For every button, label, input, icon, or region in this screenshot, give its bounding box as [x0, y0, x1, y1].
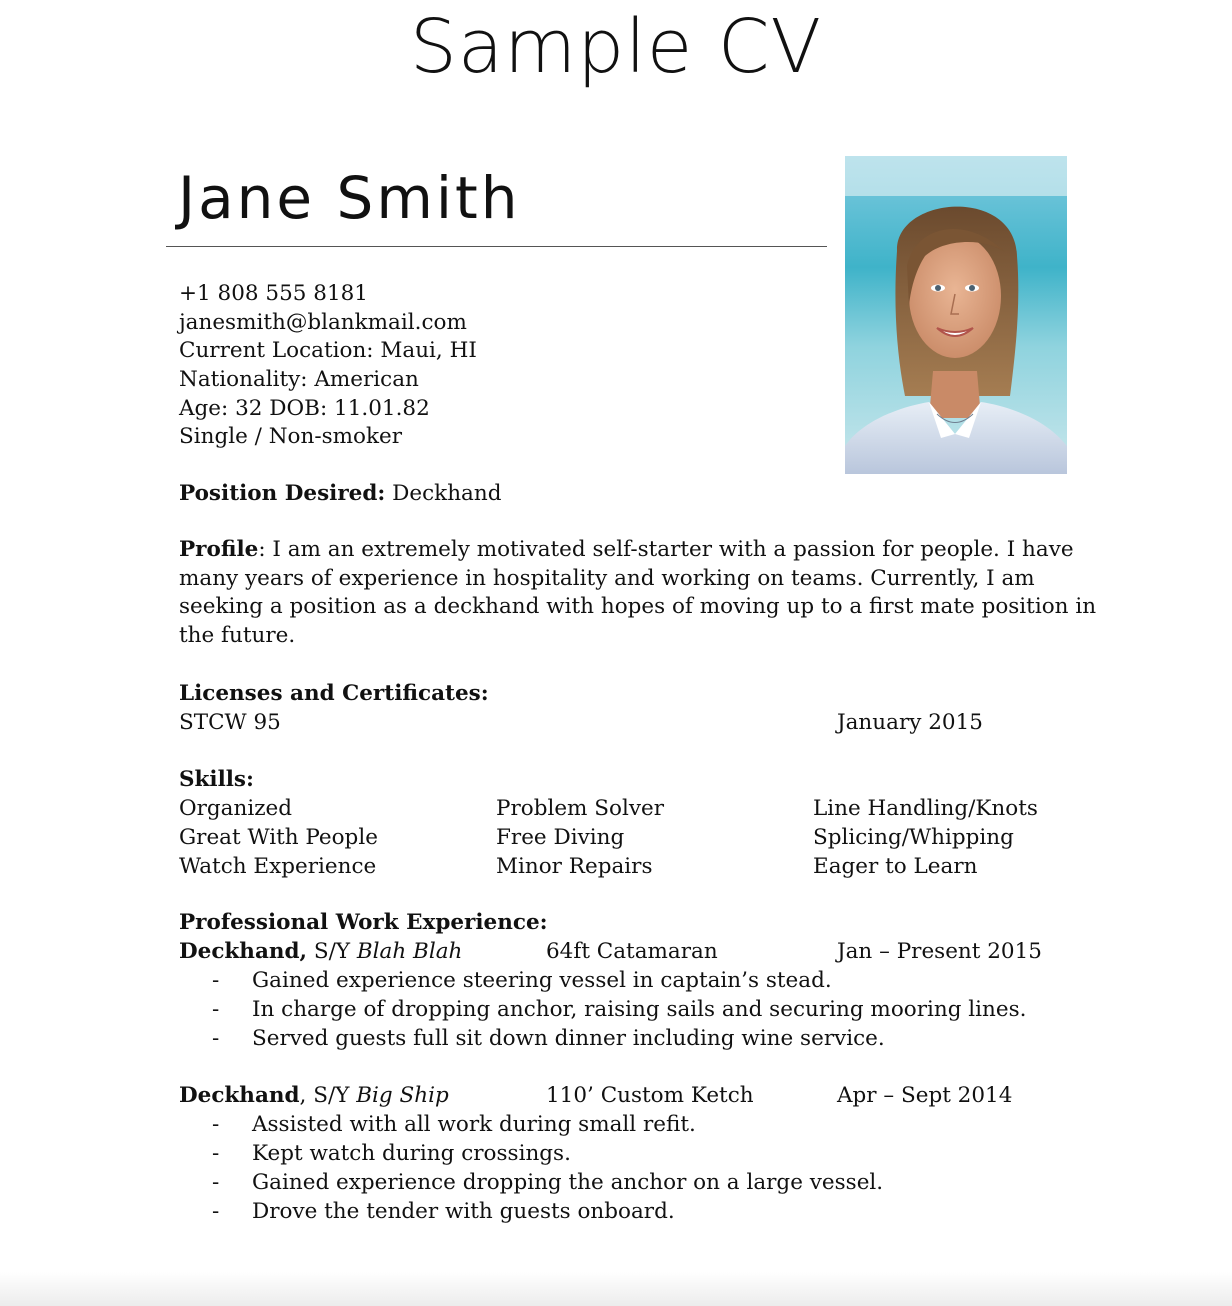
profile-line: the future.: [179, 623, 296, 649]
skill-item: Organized: [179, 796, 293, 821]
job-dates: Apr – Sept 2014: [837, 1083, 1013, 1108]
skill-item: Great With People: [179, 825, 378, 850]
job-vessel-prefix: S/Y: [307, 939, 357, 964]
contact-block: [179, 279, 477, 451]
profile-label: Profile: [179, 537, 259, 562]
phone-number: +1 808 555 8181: [179, 281, 368, 306]
bullet-dash: -: [212, 1199, 220, 1224]
profile-line: many years of experience in hospitality and working on teams. Currently, I am: [179, 565, 1035, 591]
license-date: January 2015: [837, 710, 983, 735]
nationality: Nationality: American: [179, 367, 419, 393]
license-item: [179, 708, 1059, 737]
profile-text: : I am an extremely motivated self-starter with a passion for people. I have: [258, 537, 1074, 562]
skills-row: [179, 794, 1059, 823]
position-desired-label: Position Desired:: [179, 481, 386, 506]
job-dates: Jan – Present 2015: [837, 939, 1042, 964]
bullet-dash: -: [212, 1026, 220, 1051]
job-vessel-name: Blah Blah: [356, 939, 463, 964]
duty-text: Gained experience dropping the anchor on a large vessel.: [252, 1170, 884, 1195]
job-header: [179, 1081, 1059, 1110]
license-name: STCW 95: [179, 710, 281, 735]
profile-line: seeking a position as a deckhand with hopes of moving up to a first mate position in: [179, 594, 1097, 620]
marital-smoker-status: Single / Non-smoker: [179, 424, 402, 450]
experience-heading: Professional Work Experience:: [179, 910, 548, 935]
candidate-name: Jane Smith: [178, 164, 521, 232]
duty-text: In charge of dropping anchor, raising sails and securing mooring lines.: [252, 997, 1027, 1022]
job-header: [179, 937, 1059, 966]
bullet-dash: -: [212, 968, 220, 993]
job-title: [179, 937, 462, 966]
skills-row: [179, 852, 1059, 881]
profile-line: [179, 536, 1074, 565]
duty-text: Assisted with all work during small refit.: [252, 1112, 696, 1137]
skill-item: Problem Solver: [496, 796, 664, 821]
bullet-dash: -: [212, 1141, 220, 1166]
job-vessel-name: Big Ship: [356, 1083, 449, 1108]
current-location: Current Location: Maui, HI: [179, 338, 477, 364]
bullet-dash: -: [212, 1170, 220, 1195]
job-title: [179, 1081, 449, 1110]
portrait-photo: [845, 156, 1067, 474]
job-vessel-type: 110’ Custom Ketch: [546, 1083, 754, 1108]
skill-item: Line Handling/Knots: [813, 796, 1038, 821]
job-vessel-type: 64ft Catamaran: [546, 939, 718, 964]
skill-item: Watch Experience: [179, 854, 377, 879]
skill-item: Eager to Learn: [813, 854, 978, 879]
duty-text: Served guests full sit down dinner including wine service.: [252, 1026, 885, 1051]
job-role: Deckhand,: [179, 939, 308, 964]
name-divider: [166, 246, 827, 247]
page-bottom-shadow: [0, 1272, 1232, 1306]
position-desired: [179, 479, 1059, 508]
position-desired-value: Deckhand: [385, 481, 502, 506]
skills-heading: Skills:: [179, 767, 254, 792]
skills-row: [179, 823, 1059, 852]
duty-text: Drove the tender with guests onboard.: [252, 1199, 675, 1224]
profile-section: [179, 536, 1097, 651]
bullet-dash: -: [212, 997, 220, 1022]
page-title: Sample CV: [409, 4, 823, 90]
bullet-dash: -: [212, 1112, 220, 1137]
duty-text: Gained experience steering vessel in captain’s stead.: [252, 968, 832, 993]
email-address: janesmith@blankmail.com: [179, 309, 467, 335]
job-role: Deckhand: [179, 1083, 300, 1108]
licenses-heading: Licenses and Certificates:: [179, 681, 489, 706]
job-vessel-prefix: , S/Y: [299, 1083, 357, 1108]
skill-item: Free Diving: [496, 825, 625, 850]
skill-item: Splicing/Whipping: [813, 825, 1014, 850]
duty-text: Kept watch during crossings.: [252, 1141, 571, 1166]
age-dob: Age: 32 DOB: 11.01.82: [179, 395, 430, 421]
skill-item: Minor Repairs: [496, 854, 653, 879]
